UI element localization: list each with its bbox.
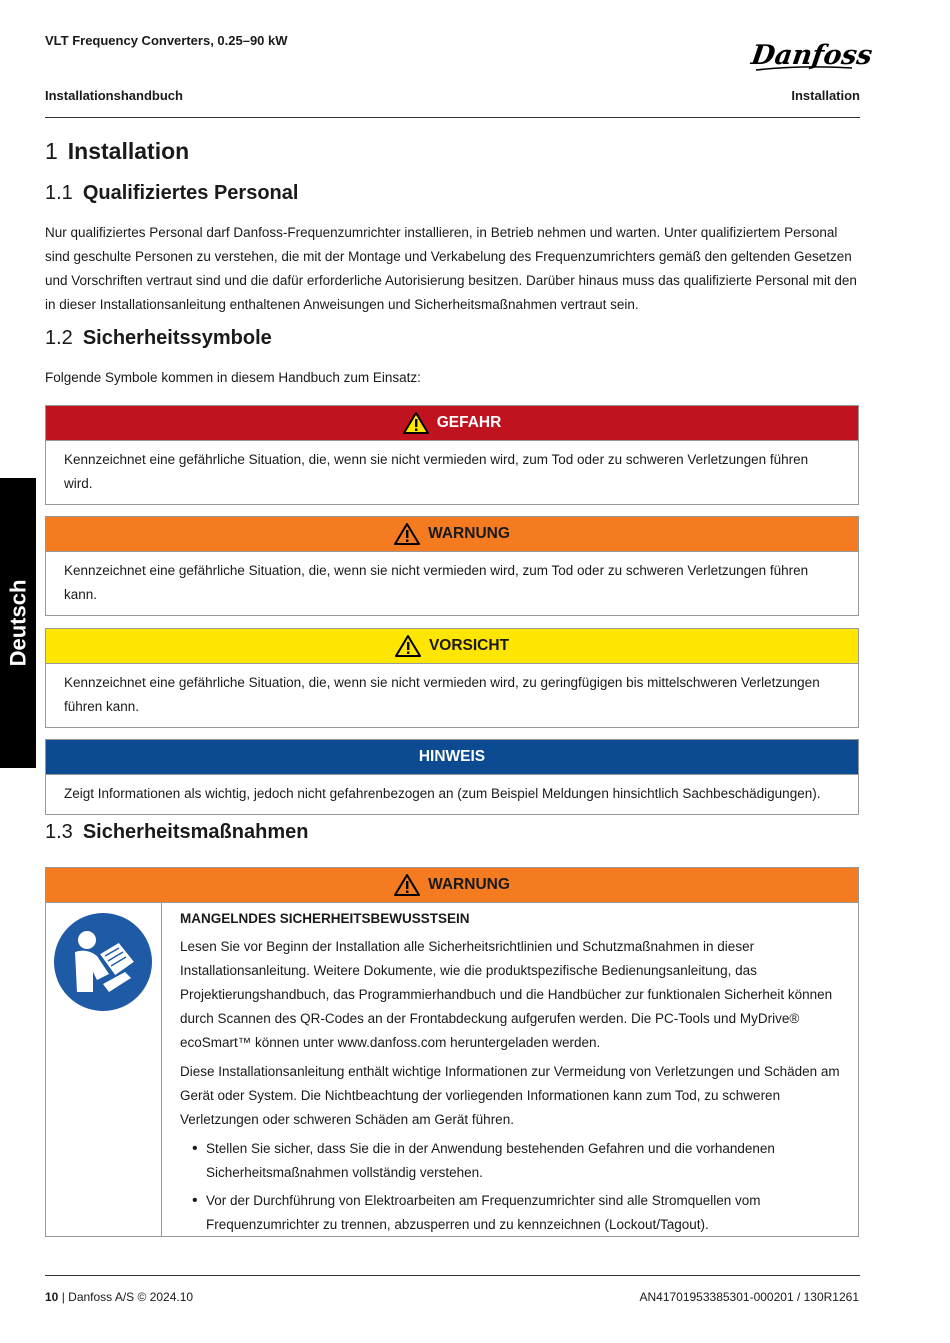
caution-text: Kennzeichnet eine gefährliche Situation, die, wenn sie nicht vermieden wird, zu geringfügigen bis mittelschweren Verletzungen führen kann. bbox=[46, 663, 858, 727]
safety-paragraph-1: Lesen Sie vor Beginn der Installation alle Sicherheitsrichtlinien und Schutzmaßnahmen in dieser Installationsanleitung. Weitere Dokumente, wie die produktspezifische Bedienungsanleitung, das Projektierungshandbuch, das Programmierhandbuch und die Handbücher zur funktionalen Sicherheit können durch Scannen des QR-Codes an der Frontabdeckung aufgerufen werden. Die PC-Tools und MyDrive® ecoSmart™ können unter www.danfoss.com heruntergeladen werden. bbox=[180, 939, 833, 1050]
danger-text: Kennzeichnet eine gefährliche Situation, die, wenn sie nicht vermieden wird, zum Tod oder zu schweren Verletzungen führen wird. bbox=[46, 440, 858, 504]
section-heading-1-1: 1.1 Qualifiziertes Personal bbox=[45, 182, 299, 204]
warning-triangle-icon bbox=[394, 523, 420, 545]
danger-box bbox=[45, 405, 859, 505]
danger-header: GEFAHR bbox=[46, 406, 858, 440]
intro-paragraph: Nur qualifiziertes Personal darf Danfoss-Frequenzumrichter installieren, in Betrieb nehmen und warten. Unter qualifiziertem Personal sind geschulte Personen zu verstehen, die mit der Montage und Verkabelung des Frequenzumrichters gemäß den geltenden Gesetzen und Vorschriften vertraut sind und die dafür erforderliche Autorisierung besitzen. Darüber hinaus muss das qualifizierte Personal mit den in dieser Installationsanleitung enthaltenen Anweisungen und Sicherheitsmaßnahmen vertraut sein. bbox=[45, 225, 857, 312]
svg-text:Danfoss: Danfoss bbox=[749, 40, 875, 71]
icon-column bbox=[46, 903, 162, 1236]
document-title: VLT Frequency Converters, 0.25–90 kW bbox=[45, 33, 288, 48]
section-heading-1-2: 1.2 Sicherheitssymbole bbox=[45, 327, 272, 349]
safety-warning-header: WARNUNG bbox=[46, 868, 858, 903]
warning-box bbox=[45, 516, 859, 616]
warning-triangle-icon bbox=[394, 874, 420, 896]
page-number: 10 bbox=[45, 1290, 59, 1304]
safety-subtitle: MANGELNDES SICHERHEITSBEWUSSTSEIN bbox=[180, 911, 470, 926]
warning-text: Kennzeichnet eine gefährliche Situation, die, wenn sie nicht vermieden wird, zum Tod oder zu schweren Verletzungen führen kann. bbox=[46, 551, 858, 615]
danfoss-logo bbox=[749, 38, 875, 76]
read-manual-icon bbox=[53, 912, 153, 1012]
warning-triangle-icon bbox=[395, 635, 421, 657]
list-item: • Vor der Durchführung von Elektroarbeiten am Frequenzumrichter sind alle Stromquellen vom Frequenzumrichter zu trennen, abzusperren und zu kennzeichnen (Lockout/Tagout). bbox=[206, 1189, 840, 1237]
safety-content bbox=[180, 903, 840, 1241]
notice-text: Zeigt Informationen als wichtig, jedoch nicht gefahrenbezogen an (zum Beispiel Meldungen hinsichtlich Sachbeschädigungen). bbox=[46, 774, 858, 814]
notice-box bbox=[45, 739, 859, 815]
footer-company: | Danfoss A/S © 2024.10 bbox=[61, 1290, 194, 1304]
footer-doc-id: AN41701953385301-000201 / 130R1261 bbox=[639, 1290, 859, 1304]
safety-bullet-list bbox=[180, 1137, 840, 1237]
footer-rule bbox=[45, 1275, 860, 1276]
caution-header: VORSICHT bbox=[46, 629, 858, 663]
safety-paragraph-2: Diese Installationsanleitung enthält wichtige Informationen zur Vermeidung von Verletzungen und Schäden am Gerät oder System. Die Nichtbeachtung der vorliegenden Informationen kann zum Tod, zu schweren Verletzungen oder schweren Schäden am Gerät führen. bbox=[180, 1064, 840, 1127]
caution-box bbox=[45, 628, 859, 728]
chapter-heading: 1 Installation bbox=[45, 138, 190, 164]
document-subtitle: Installationshandbuch bbox=[45, 88, 183, 103]
warning-triangle-icon bbox=[403, 412, 429, 434]
header-section: Installation bbox=[791, 88, 860, 103]
section-heading-1-3: 1.3 Sicherheitsmaßnahmen bbox=[45, 821, 309, 843]
language-tab: Deutsch bbox=[0, 478, 36, 768]
list-item: • Stellen Sie sicher, dass Sie die in der Anwendung bestehenden Gefahren und die vorhandenen Sicherheitsmaßnahmen vollständig verstehen. bbox=[206, 1137, 840, 1185]
footer-left bbox=[45, 1290, 193, 1304]
safety-warning-box bbox=[45, 867, 859, 1237]
header-rule bbox=[45, 117, 860, 118]
notice-header: HINWEIS bbox=[46, 740, 858, 774]
warning-header: WARNUNG bbox=[46, 517, 858, 551]
symbols-intro: Folgende Symbole kommen in diesem Handbuch zum Einsatz: bbox=[45, 370, 421, 385]
